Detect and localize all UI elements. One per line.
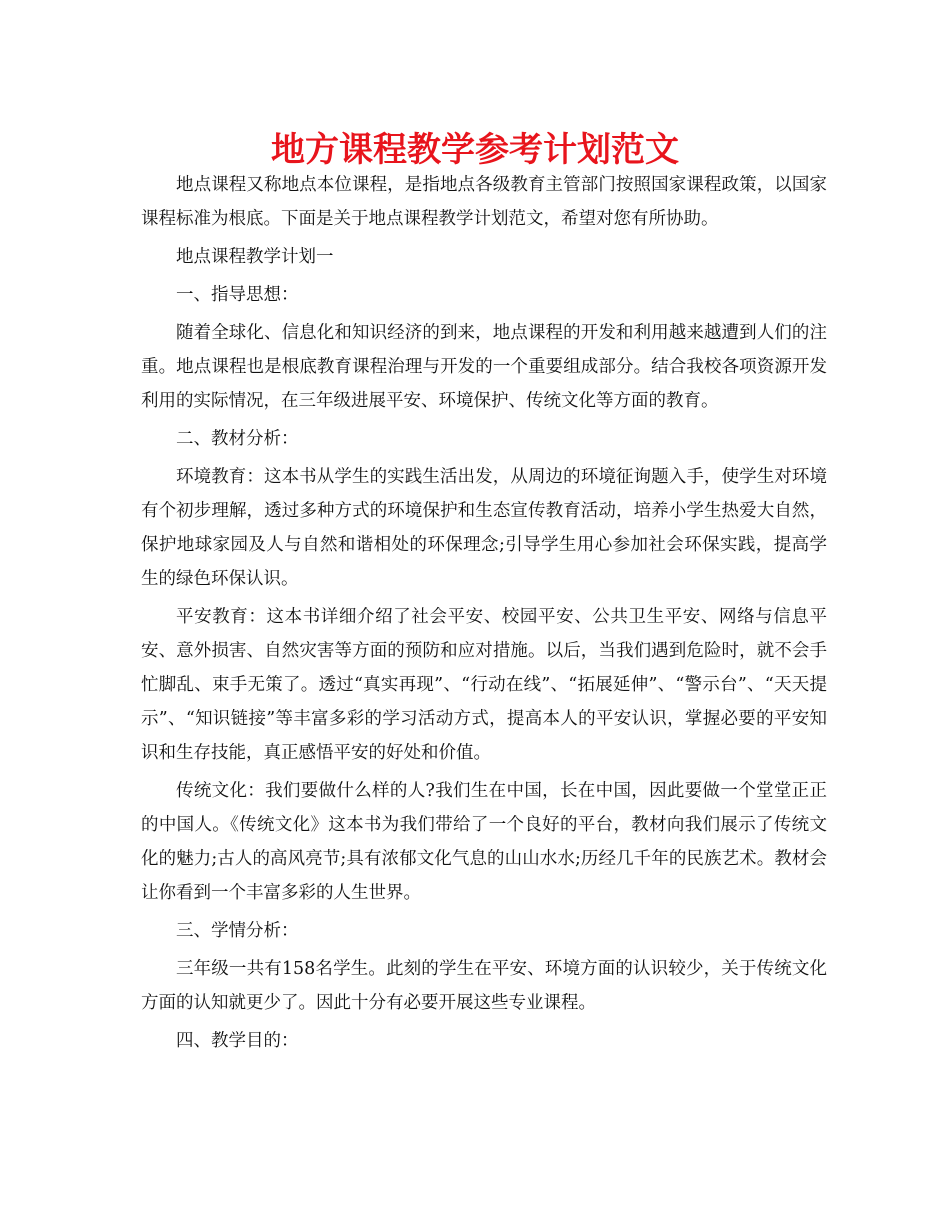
paragraph-plan-heading: 地点课程教学计划一 (176, 247, 334, 267)
document-title: 地方课程教学参考计划范文 (271, 130, 679, 170)
paragraph-safety-education: 平安教育：这本书详细介绍了社会平安、校园平安、公共卫生平安、网络与信息平安、意外损害、自然灾害等方面的预防和应对措施。以后，当我们遇到危险时，就不会手忙脚乱、束手无策了。透过“真实再现”、“行动在线”、“拓展延伸”、“警示台”、“天天提示”、“知识链接”等丰富多彩的学习活动方式，提高本人的平安认识，掌握必要的平安知识和生存技能，真正感悟平安的好处和价值。 (141, 607, 827, 763)
paragraph-traditional-culture: 传统文化：我们要做什么样的人?我们生在中国，长在中国，因此要做一个堂堂正正的中国人。《传统文化》这本书为我们带给了一个良好的平台，教材向我们展示了传统文化的魅力;古人的高风亮节;具有浓郁文化气息的山山水水;历经几千年的民族艺术。教材会让你看到一个丰富多彩的人生世界。 (141, 781, 827, 903)
paragraph-guiding-ideology: 随着全球化、信息化和知识经济的到来，地点课程的开发和利用越来越遭到人们的注重。地点课程也是根底教育课程治理与开发的一个重要组成部分。结合我校各项资源开发利用的实际情况，在三年级进展平安、环境保护、传统文化等方面的教育。 (141, 323, 827, 411)
section-heading-guiding-ideology: 一、指导思想： (176, 285, 299, 305)
paragraph-intro: 地点课程又称地点本位课程，是指地点各级教育主管部门按照国家课程政策，以国家课程标准为根底。下面是关于地点课程教学计划范文，希望对您有所协助。 (141, 175, 827, 229)
section-heading-student-analysis: 三、学情分析： (176, 921, 299, 941)
paragraph-student-analysis: 三年级一共有158名学生。此刻的学生在平安、环境方面的认识较少，关于传统文化方面的认知就更少了。因此十分有必要开展这些专业课程。 (141, 959, 827, 1013)
paragraph-environment-education: 环境教育：这本书从学生的实践生活出发，从周边的环境征询题入手，使学生对环境有个初步理解，透过多种方式的环境保护和生态宣传教育活动，培养小学生热爱大自然，保护地球家园及人与自然和谐相处的环保理念;引导学生用心参加社会环保实践，提高学生的绿色环保认识。 (141, 467, 827, 589)
section-heading-teaching-goals: 四、教学目的： (176, 1031, 299, 1051)
document-body (141, 168, 827, 1062)
section-heading-material-analysis: 二、教材分析： (176, 429, 299, 449)
